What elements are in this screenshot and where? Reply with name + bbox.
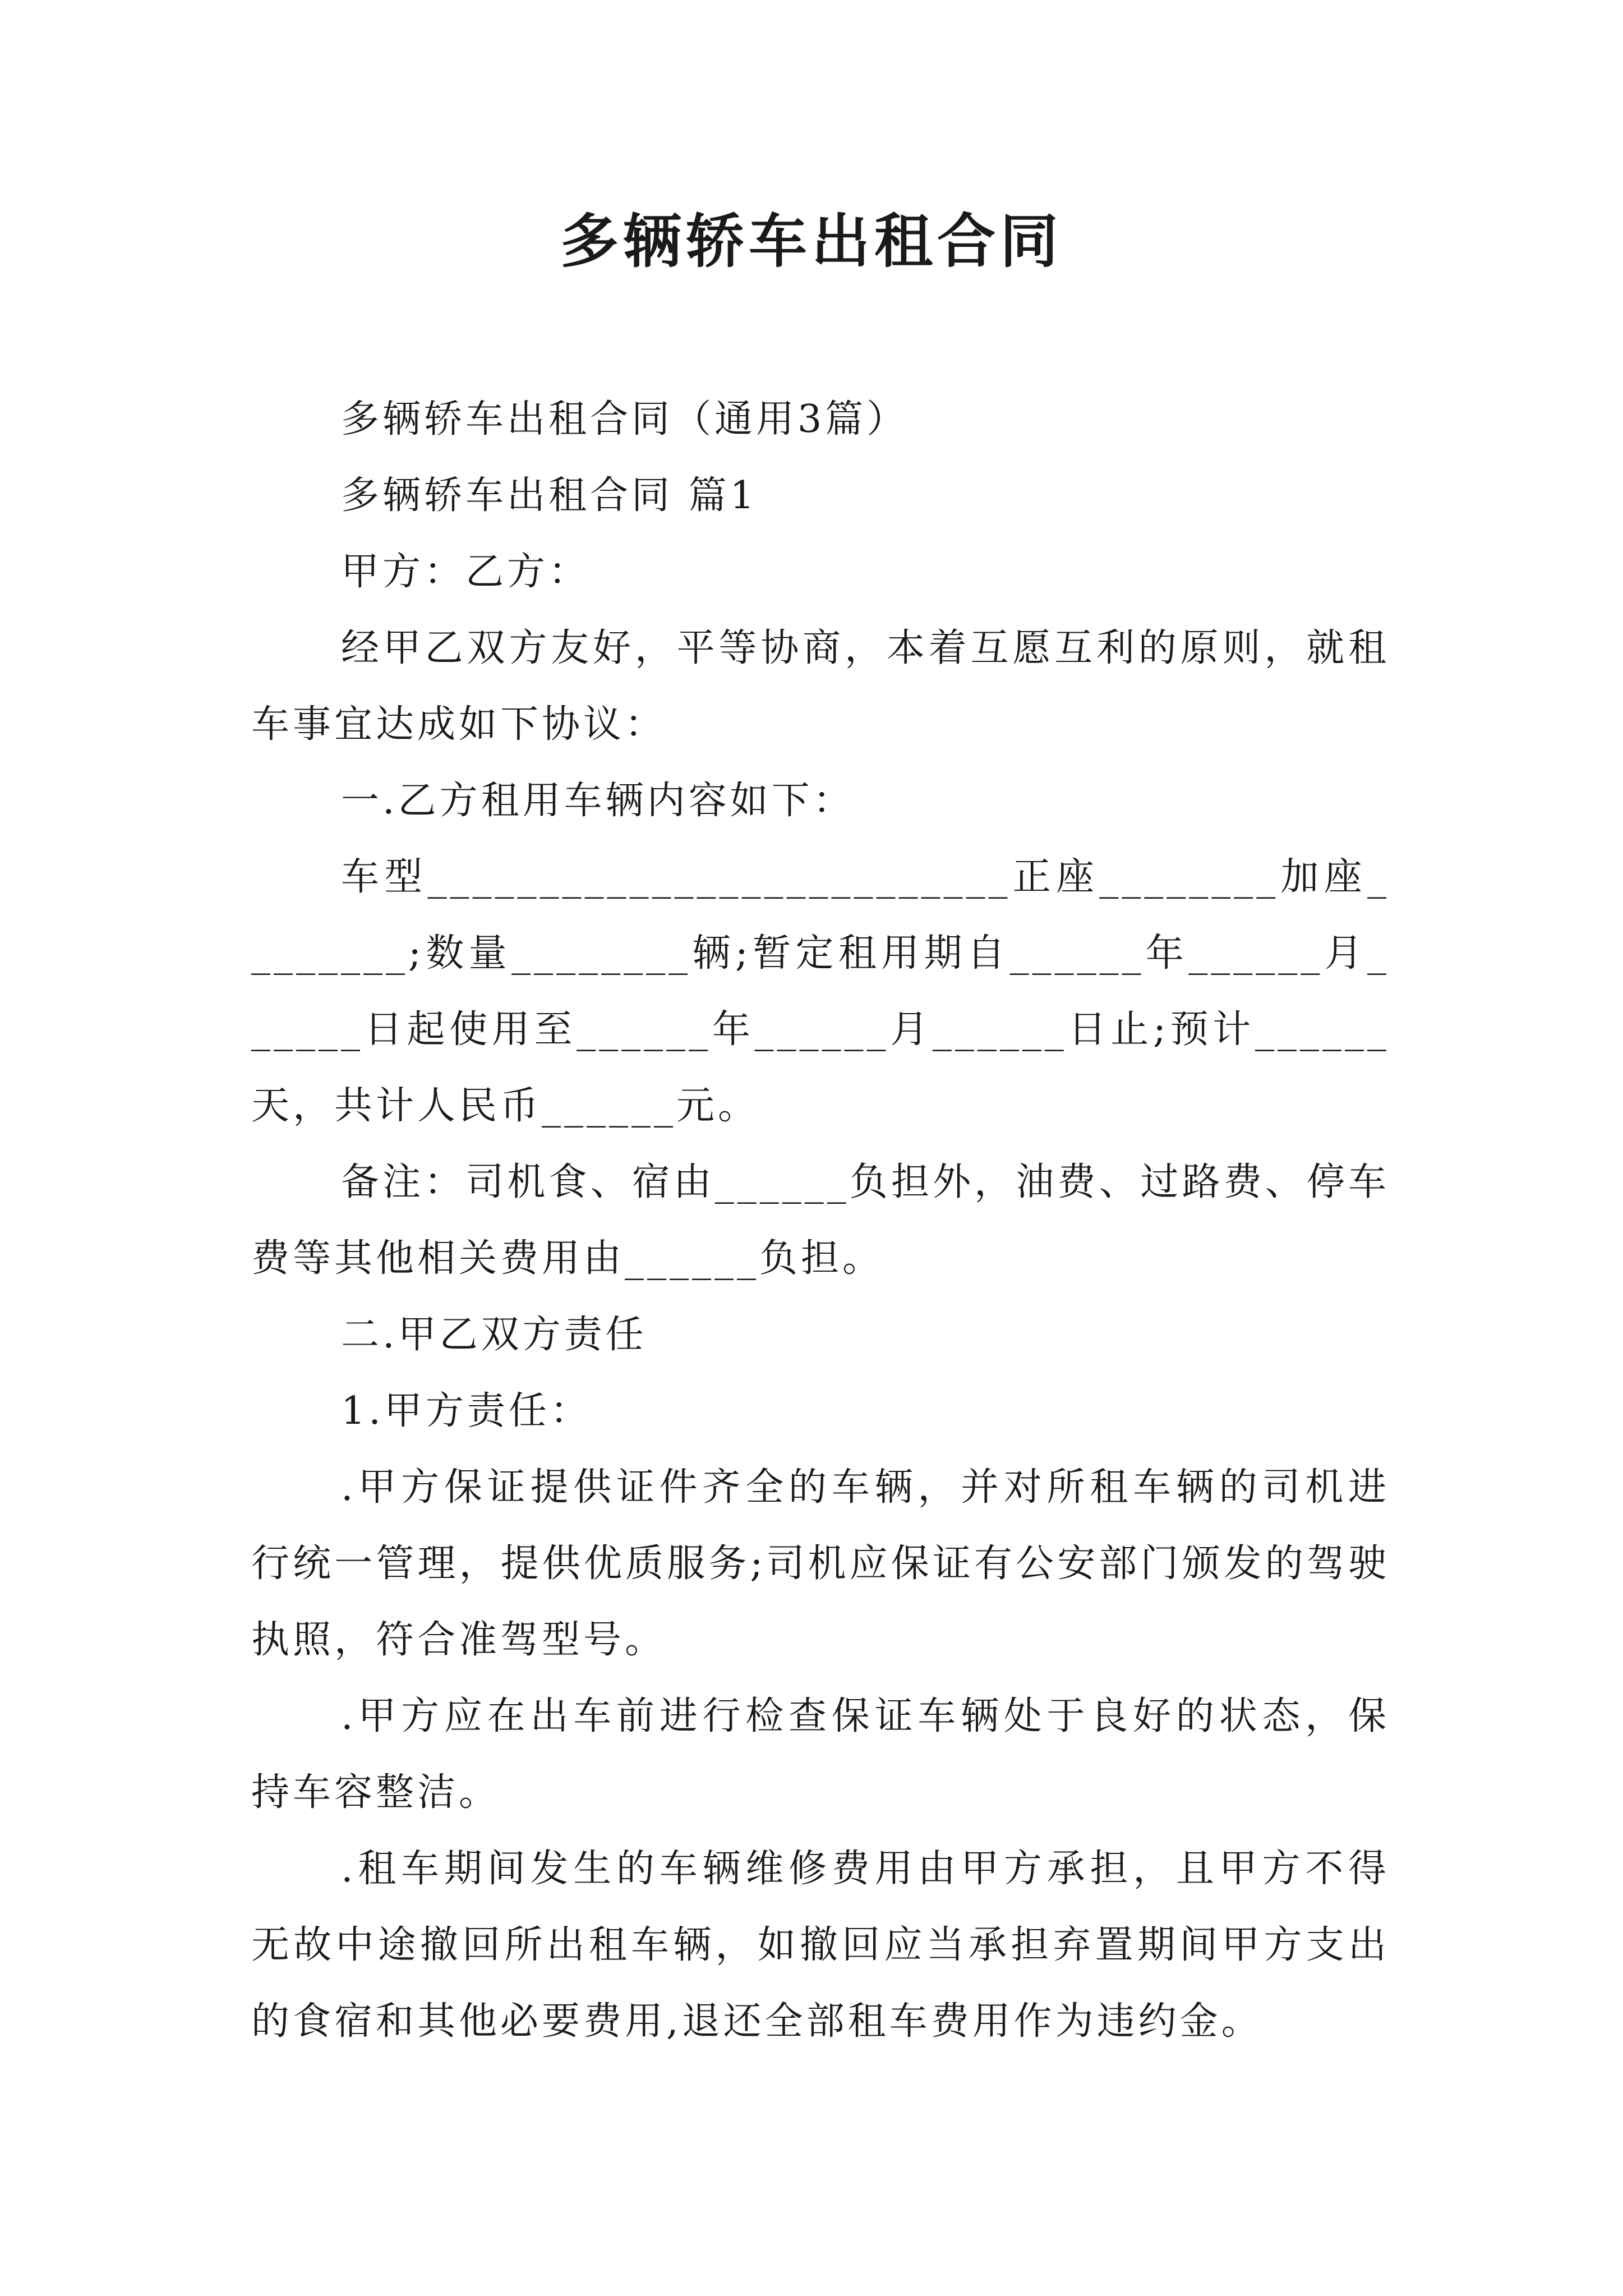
paragraph-preamble: 经甲乙双方友好，平等协商，本着互愿互利的原则，就租车事宜达成如下协议： [251,626,1390,747]
paragraph-section-1-heading: 一.乙方租用车辆内容如下： [341,779,855,823]
paragraph-section-2-heading: 二.甲乙双方责任 [341,1313,647,1357]
paragraph-part-heading: 多辆轿车出租合同 篇1 [341,473,758,518]
paragraph-party-a-item-2: .甲方应在出车前进行检查保证车辆处于良好的状态，保持车容整洁。 [251,1694,1390,1815]
paragraph-party-a-item-3: .租车期间发生的车辆维修费用由甲方承担，且甲方不得无故中途撤回所出租车辆，如撤回应当承担弃置期间甲方支出的食宿和其他必要费用,退还全部租车费用作为违约金。 [251,1847,1390,2044]
paragraph-remarks: 备注：司机食、宿由______负担外，油费、过路费、停车费等其他相关费用由______负担。 [251,1160,1390,1281]
paragraph-parties: 甲方：乙方： [341,550,591,594]
paragraph-party-a-item-1: .甲方保证提供证件齐全的车辆，并对所租车辆的司机进行统一管理，提供优质服务;司机应保证有公安部门颁发的驾驶执照，符合准驾型号。 [251,1465,1390,1662]
paragraph-rental-details: 车型__________________________正座________加座________;数量________辆;暂定租用期自______年______月______日起使用至______年______月______日止;预计______天，共计人民币______元。 [251,855,1390,1128]
document-title: 多辆轿车出租合同 [560,206,1063,275]
paragraph-party-a-heading: 1.甲方责任： [341,1389,592,1433]
paragraph-subtitle: 多辆轿车出租合同（通用3篇） [341,397,909,441]
document-body [251,381,1390,2060]
